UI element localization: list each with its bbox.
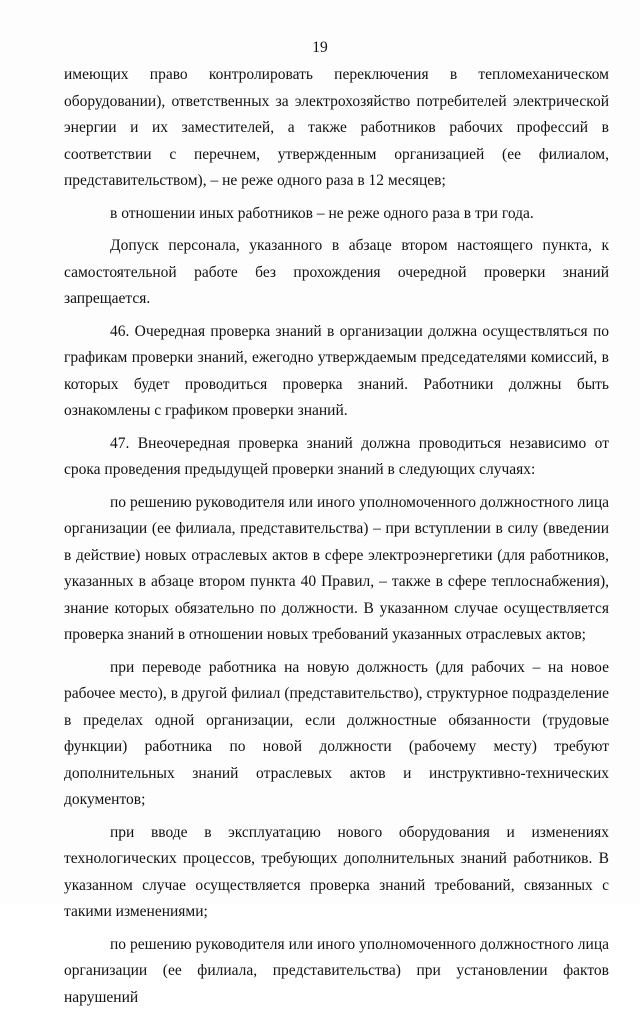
paragraph-admission: Допуск персонала, указанного в абзаце втором настоящего пункта, к самостоятельной работе без прохождения очередной проверки знаний запрещается. xyxy=(64,233,609,313)
paragraph-46: 46. Очередная проверка знаний в организации должна осуществляться по графикам проверки знаний, ежегодно утверждаемым председателями комиссий, в которых будет проводиться проверка знаний. Работники должны быть ознакомлены с графиком проверки знаний. xyxy=(64,319,609,425)
paragraph-violations: по решению руководителя или иного уполномоченного должностного лица организации (ее филиала, представительства) при установлении фактов нарушений xyxy=(64,932,609,1011)
paragraph-transfer: при переводе работника на новую должность (для рабочих – на новое рабочее место), в другой филиал (представительство), структурное подразделение в пределах одной организации, если должностные обязанности (трудовые функции) работника по новой должности (рабочему месту) требуют дополнительных знаний отраслевых актов и инструктивно-технических документов; xyxy=(64,655,609,814)
document-body xyxy=(64,62,609,1011)
paragraph-new-acts: по решению руководителя или иного уполномоченного должностного лица организации (ее филиала, представительства) – при вступлении в силу (введении в действие) новых отраслевых актов в сфере электроэнергетики (для работников, указанных в абзаце втором пункта 40 Правил, – также в сфере теплоснабжения), знание которых обязательно по должности. В указанном случае осуществляется проверка знаний в отношении новых требований указанных отраслевых актов; xyxy=(64,490,609,649)
paragraph-continuation: имеющих право контролировать переключения в тепломеханическом оборудовании), ответственных за электрохозяйство потребителей электрической энергии и их заместителей, а также работников рабочих профессий в соответствии с перечнем, утвержденным организацией (ее филиалом, представительством), – не реже одного раза в 12 месяцев; xyxy=(64,62,609,195)
page-number: 19 xyxy=(0,38,640,58)
paragraph-other-workers: в отношении иных работников – не реже одного раза в три года. xyxy=(64,201,609,228)
paragraph-47: 47. Внеочередная проверка знаний должна проводиться независимо от срока проведения предыдущей проверки знаний в следующих случаях: xyxy=(64,431,609,484)
paragraph-new-equipment: при вводе в эксплуатацию нового оборудования и изменениях технологических процессов, требующих дополнительных знаний работников. В указанном случае осуществляется проверка знаний требований, связанных с такими изменениями; xyxy=(64,820,609,926)
